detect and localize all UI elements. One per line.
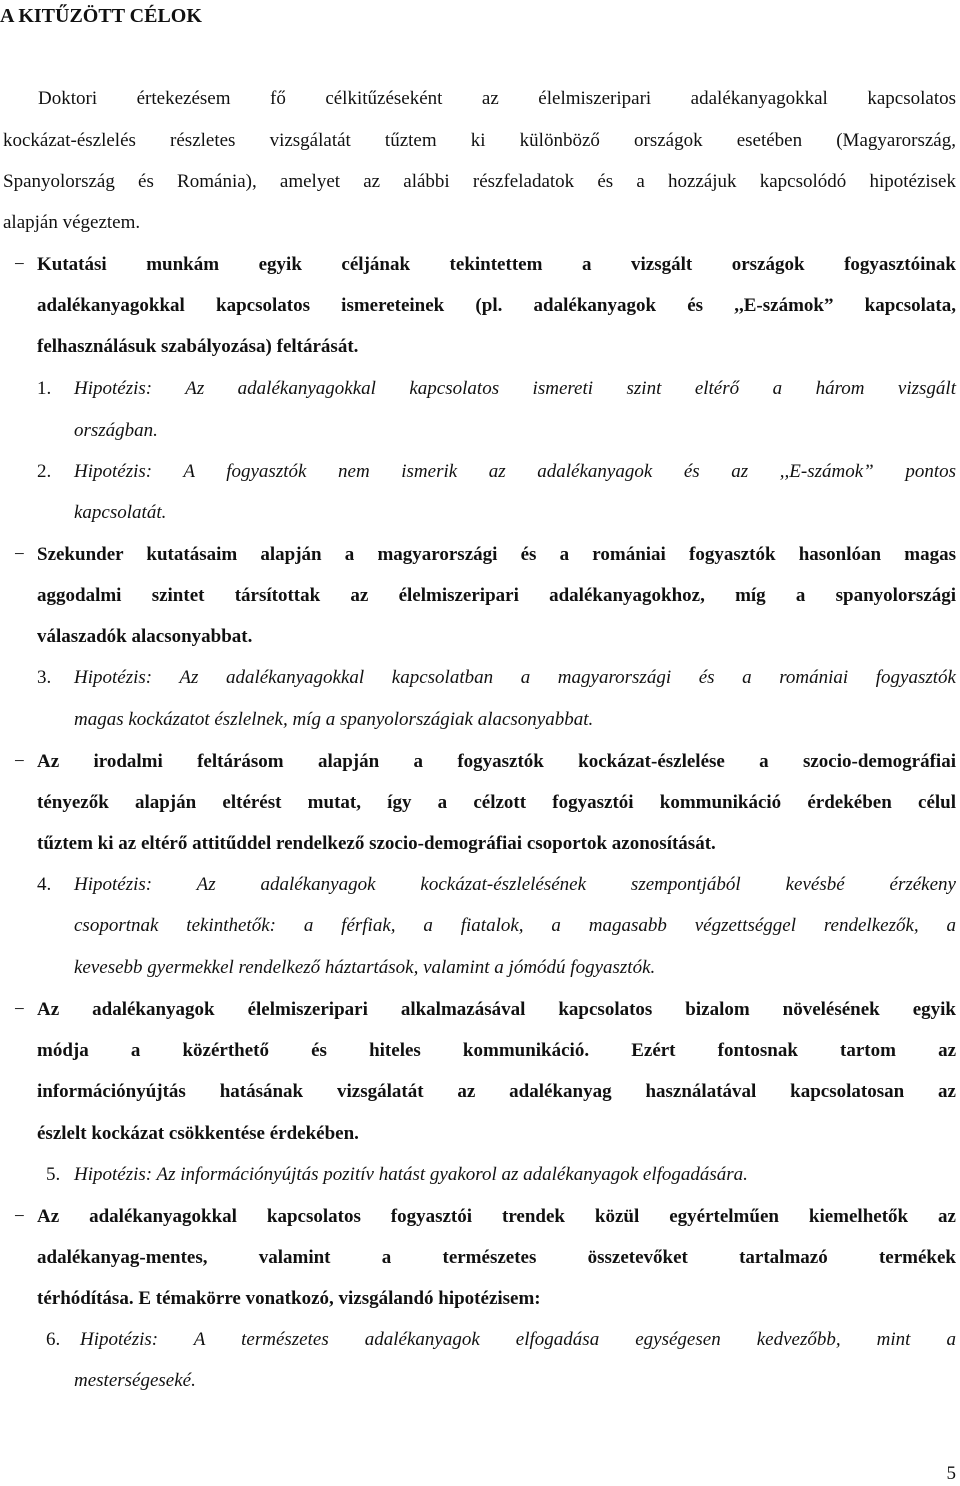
objective-3-line-2: tényezők alapján eltérést mutat, így a célzott fogyasztói kommunikáció érdekében célul <box>37 792 956 813</box>
objective-4-line-2: módja a közérthető és hiteles kommunikáció. Ezért fontosnak tartom az <box>37 1040 956 1061</box>
dash-bullet-icon: − <box>14 751 25 772</box>
objective-4-line-3: információnyújtás hatásának vizsgálatát az adalékanyag használatával kapcsolatosan az <box>37 1081 956 1102</box>
objective-1-line-3: felhasználásuk szabályozása) feltárását. <box>37 336 359 357</box>
hypothesis-4-line-1: Hipotézis: Az adalékanyagok kockázat-észlelésének szempontjából kevésbé érzékeny <box>74 874 956 895</box>
hypothesis-3-line-1: Hipotézis: Az adalékanyagokkal kapcsolatban a magyarországi és a romániai fogyasztók <box>74 667 956 688</box>
dash-bullet-icon: − <box>14 544 25 565</box>
objective-3-line-1: Az irodalmi feltárásom alapján a fogyasztók kockázat-észlelése a szocio-demográfiai <box>37 751 956 772</box>
hypothesis-5-number: 5. <box>46 1164 61 1185</box>
hypothesis-6-number: 6. <box>46 1329 61 1350</box>
hypothesis-2-number: 2. <box>37 461 52 482</box>
page-number: 5 <box>946 1463 956 1484</box>
hypothesis-6-line-2: mesterségeseké. <box>74 1370 196 1391</box>
objective-2-line-2: aggodalmi szintet társítottak az élelmiszeripari adalékanyagokhoz, míg a spanyolországi <box>37 585 956 606</box>
hypothesis-1-number: 1. <box>37 378 52 399</box>
objective-2-line-1: Szekunder kutatásaim alapján a magyarországi és a romániai fogyasztók hasonlóan magas <box>37 544 956 565</box>
objective-1-line-2: adalékanyagokkal kapcsolatos ismereteinek (pl. adalékanyagok és ,,E-számok” kapcsolata, <box>37 295 956 316</box>
hypothesis-2-line-2: kapcsolatát. <box>74 502 167 523</box>
dash-bullet-icon: − <box>14 1206 25 1227</box>
objective-5-line-1: Az adalékanyagokkal kapcsolatos fogyasztói trendek közül egyértelműen kiemelhetők az <box>37 1206 956 1227</box>
objective-5-line-2: adalékanyag-mentes, valamint a természetes összetevőket tartalmazó termékek <box>37 1247 956 1268</box>
objective-4-line-4: észlelt kockázat csökkentése érdekében. <box>37 1123 359 1144</box>
intro-line-2: kockázat-észlelés részletes vizsgálatát tűztem ki különböző országok esetében (Magyarország, <box>3 130 956 151</box>
dash-bullet-icon: − <box>14 254 25 275</box>
section-title: A KITŰZÖTT CÉLOK <box>0 5 202 27</box>
hypothesis-4-number: 4. <box>37 874 52 895</box>
objective-1-line-1: Kutatási munkám egyik céljának tekintettem a vizsgált országok fogyasztóinak <box>37 254 956 275</box>
hypothesis-3-line-2: magas kockázatot észlelnek, míg a spanyolországiak alacsonyabbat. <box>74 709 594 730</box>
hypothesis-1-line-2: országban. <box>74 420 158 441</box>
objective-3-line-3: tűztem ki az eltérő attitűddel rendelkező szocio-demográfiai csoportok azonosítását. <box>37 833 716 854</box>
hypothesis-2-line-1: Hipotézis: A fogyasztók nem ismerik az adalékanyagok és az ,,E-számok” pontos <box>74 461 956 482</box>
intro-line-3: Spanyolország és Románia), amelyet az alábbi részfeladatok és a hozzájuk kapcsolódó hipotézisek <box>3 171 956 192</box>
intro-line-1: Doktori értekezésem fő célkitűzéseként az élelmiszeripari adalékanyagokkal kapcsolatos <box>38 88 956 109</box>
objective-2-line-3: válaszadók alacsonyabbat. <box>37 626 253 647</box>
hypothesis-1-line-1: Hipotézis: Az adalékanyagokkal kapcsolatos ismereti szint eltérő a három vizsgált <box>74 378 956 399</box>
hypothesis-5-line-1: Hipotézis: Az információnyújtás pozitív hatást gyakorol az adalékanyagok elfogadására. <box>74 1164 748 1185</box>
hypothesis-3-number: 3. <box>37 667 52 688</box>
objective-4-line-1: Az adalékanyagok élelmiszeripari alkalmazásával kapcsolatos bizalom növelésének egyik <box>37 999 956 1020</box>
objective-5-line-3: térhódítása. E témakörre vonatkozó, vizsgálandó hipotézisem: <box>37 1288 541 1309</box>
hypothesis-6-line-1: Hipotézis: A természetes adalékanyagok elfogadása egységesen kedvezőbb, mint a <box>80 1329 956 1350</box>
intro-line-4: alapján végeztem. <box>3 212 141 233</box>
hypothesis-4-line-2: csoportnak tekinthetők: a férfiak, a fiatalok, a magasabb végzettséggel rendelkezők, a <box>74 915 956 936</box>
hypothesis-4-line-3: kevesebb gyermekkel rendelkező háztartások, valamint a jómódú fogyasztók. <box>74 957 656 978</box>
dash-bullet-icon: − <box>14 999 25 1020</box>
